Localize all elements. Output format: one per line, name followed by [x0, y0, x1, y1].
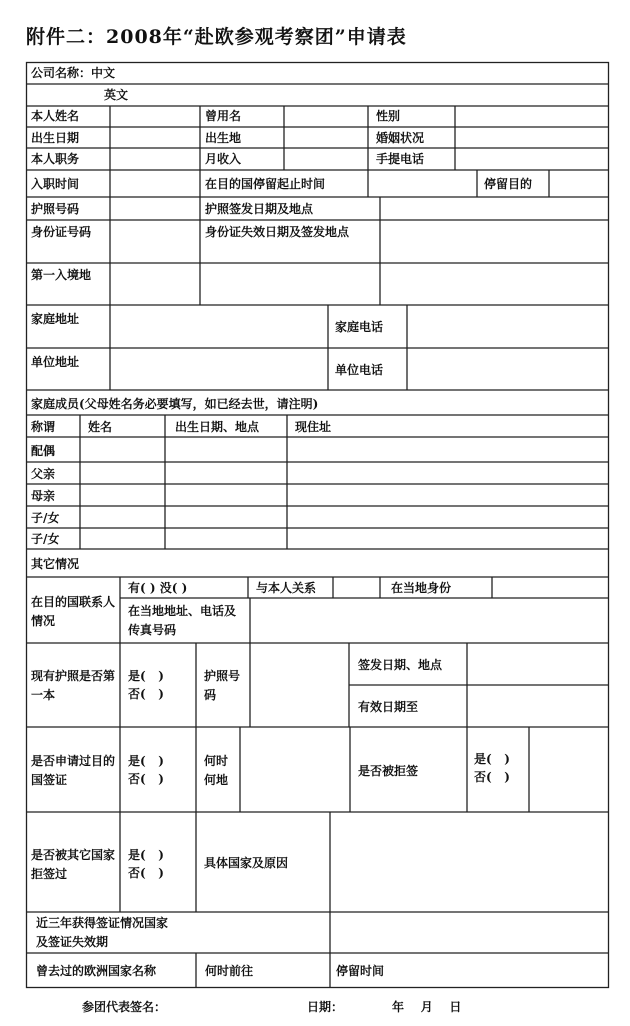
other-info-label: 其它情况 [31, 557, 80, 571]
name-label: 本人姓名 [31, 109, 80, 123]
yes-no-refused: 是( ) 否( ) [474, 752, 510, 784]
visa-3yrs-label: 近三年获得签证情况国家及签证失效期 [36, 916, 169, 949]
first-entry-label: 第一入境地 [31, 268, 92, 282]
stay-time-label: 停留时间 [336, 964, 385, 978]
id-expiry-label: 身份证失效日期及签发地点 [205, 225, 350, 239]
refused-label: 是否被拒签 [358, 764, 419, 778]
mobile-label: 手提电话 [376, 152, 425, 166]
english-label: 英文 [104, 88, 129, 102]
father-label: 父亲 [31, 467, 56, 481]
col-relation: 称谓 [31, 420, 56, 434]
marital-status-label: 婚姻状况 [376, 131, 425, 145]
rep-sign-label: 参团代表签名： [82, 1000, 167, 1014]
when-where-label: 何时何地 [204, 754, 229, 787]
first-passport-label: 现有护照是否第一本 [31, 669, 116, 702]
country-reason-label: 具体国家及原因 [204, 856, 289, 870]
company-name-label: 公司名称：中文 [31, 66, 116, 80]
dob-label: 出生日期 [31, 131, 80, 145]
contact-label: 在目的国联系人情况 [31, 595, 116, 628]
visited-eu-label: 曾去过的欧洲国家名称 [36, 964, 157, 978]
home-tel-label: 家庭电话 [335, 320, 384, 334]
other-refused-label: 是否被其它国家拒签过 [31, 848, 116, 881]
relation-self-label: 与本人关系 [256, 581, 317, 595]
stay-purpose-label: 停留目的 [484, 177, 533, 191]
id-no-label: 身份证号码 [31, 225, 92, 239]
col-name: 姓名 [88, 420, 113, 434]
child1-label: 子/女 [31, 511, 60, 525]
monthly-income-label: 月收入 [205, 152, 242, 166]
child2-label: 子/女 [31, 532, 60, 546]
local-identity-label: 在当地身份 [391, 581, 452, 595]
position-label: 本人职务 [31, 152, 80, 166]
stay-period-label: 在目的国停留起止时间 [205, 177, 326, 191]
ymd-label: 年 月 日 [392, 1000, 462, 1014]
col-dob-place: 出生日期、地点 [175, 420, 260, 434]
entry-date-label: 入职时间 [31, 177, 80, 191]
col-address: 现住址 [295, 420, 332, 434]
work-address-label: 单位地址 [31, 355, 80, 369]
family-header: 家庭成员(父母姓名务必要填写，如已经去世，请注明) [31, 397, 319, 411]
page-title: 附件二：2008年“赴欧参观考察团”申请表 [26, 26, 407, 48]
yes-no-passport: 是( ) 否( ) [128, 669, 164, 701]
when-go-label: 何时前往 [205, 964, 254, 978]
local-address-label: 在当地地址、电话及传真号码 [128, 604, 237, 637]
yes-no-visa: 是( ) 否( ) [128, 754, 164, 786]
valid-until-label: 有效日期至 [358, 700, 419, 714]
date-label: 日期： [307, 1000, 344, 1014]
gender-label: 性别 [376, 109, 401, 123]
issue-date-place-label: 签发日期、地点 [358, 658, 443, 672]
yes-no-other-refused: 是( ) 否( ) [128, 848, 164, 880]
applied-visa-label: 是否申请过目的国签证 [31, 754, 116, 787]
work-tel-label: 单位电话 [335, 363, 384, 377]
passport-no-label: 护照号码 [31, 202, 80, 216]
has-none-label: 有( ) 没( ) [128, 581, 188, 595]
birthplace-label: 出生地 [205, 131, 242, 145]
passport-issue-label: 护照签发日期及地点 [205, 202, 314, 216]
passport-no-short-label: 护照号码 [204, 669, 241, 702]
home-address-label: 家庭地址 [31, 312, 80, 326]
spouse-label: 配偶 [31, 444, 56, 458]
mother-label: 母亲 [31, 489, 56, 503]
former-name-label: 曾用名 [205, 109, 242, 123]
